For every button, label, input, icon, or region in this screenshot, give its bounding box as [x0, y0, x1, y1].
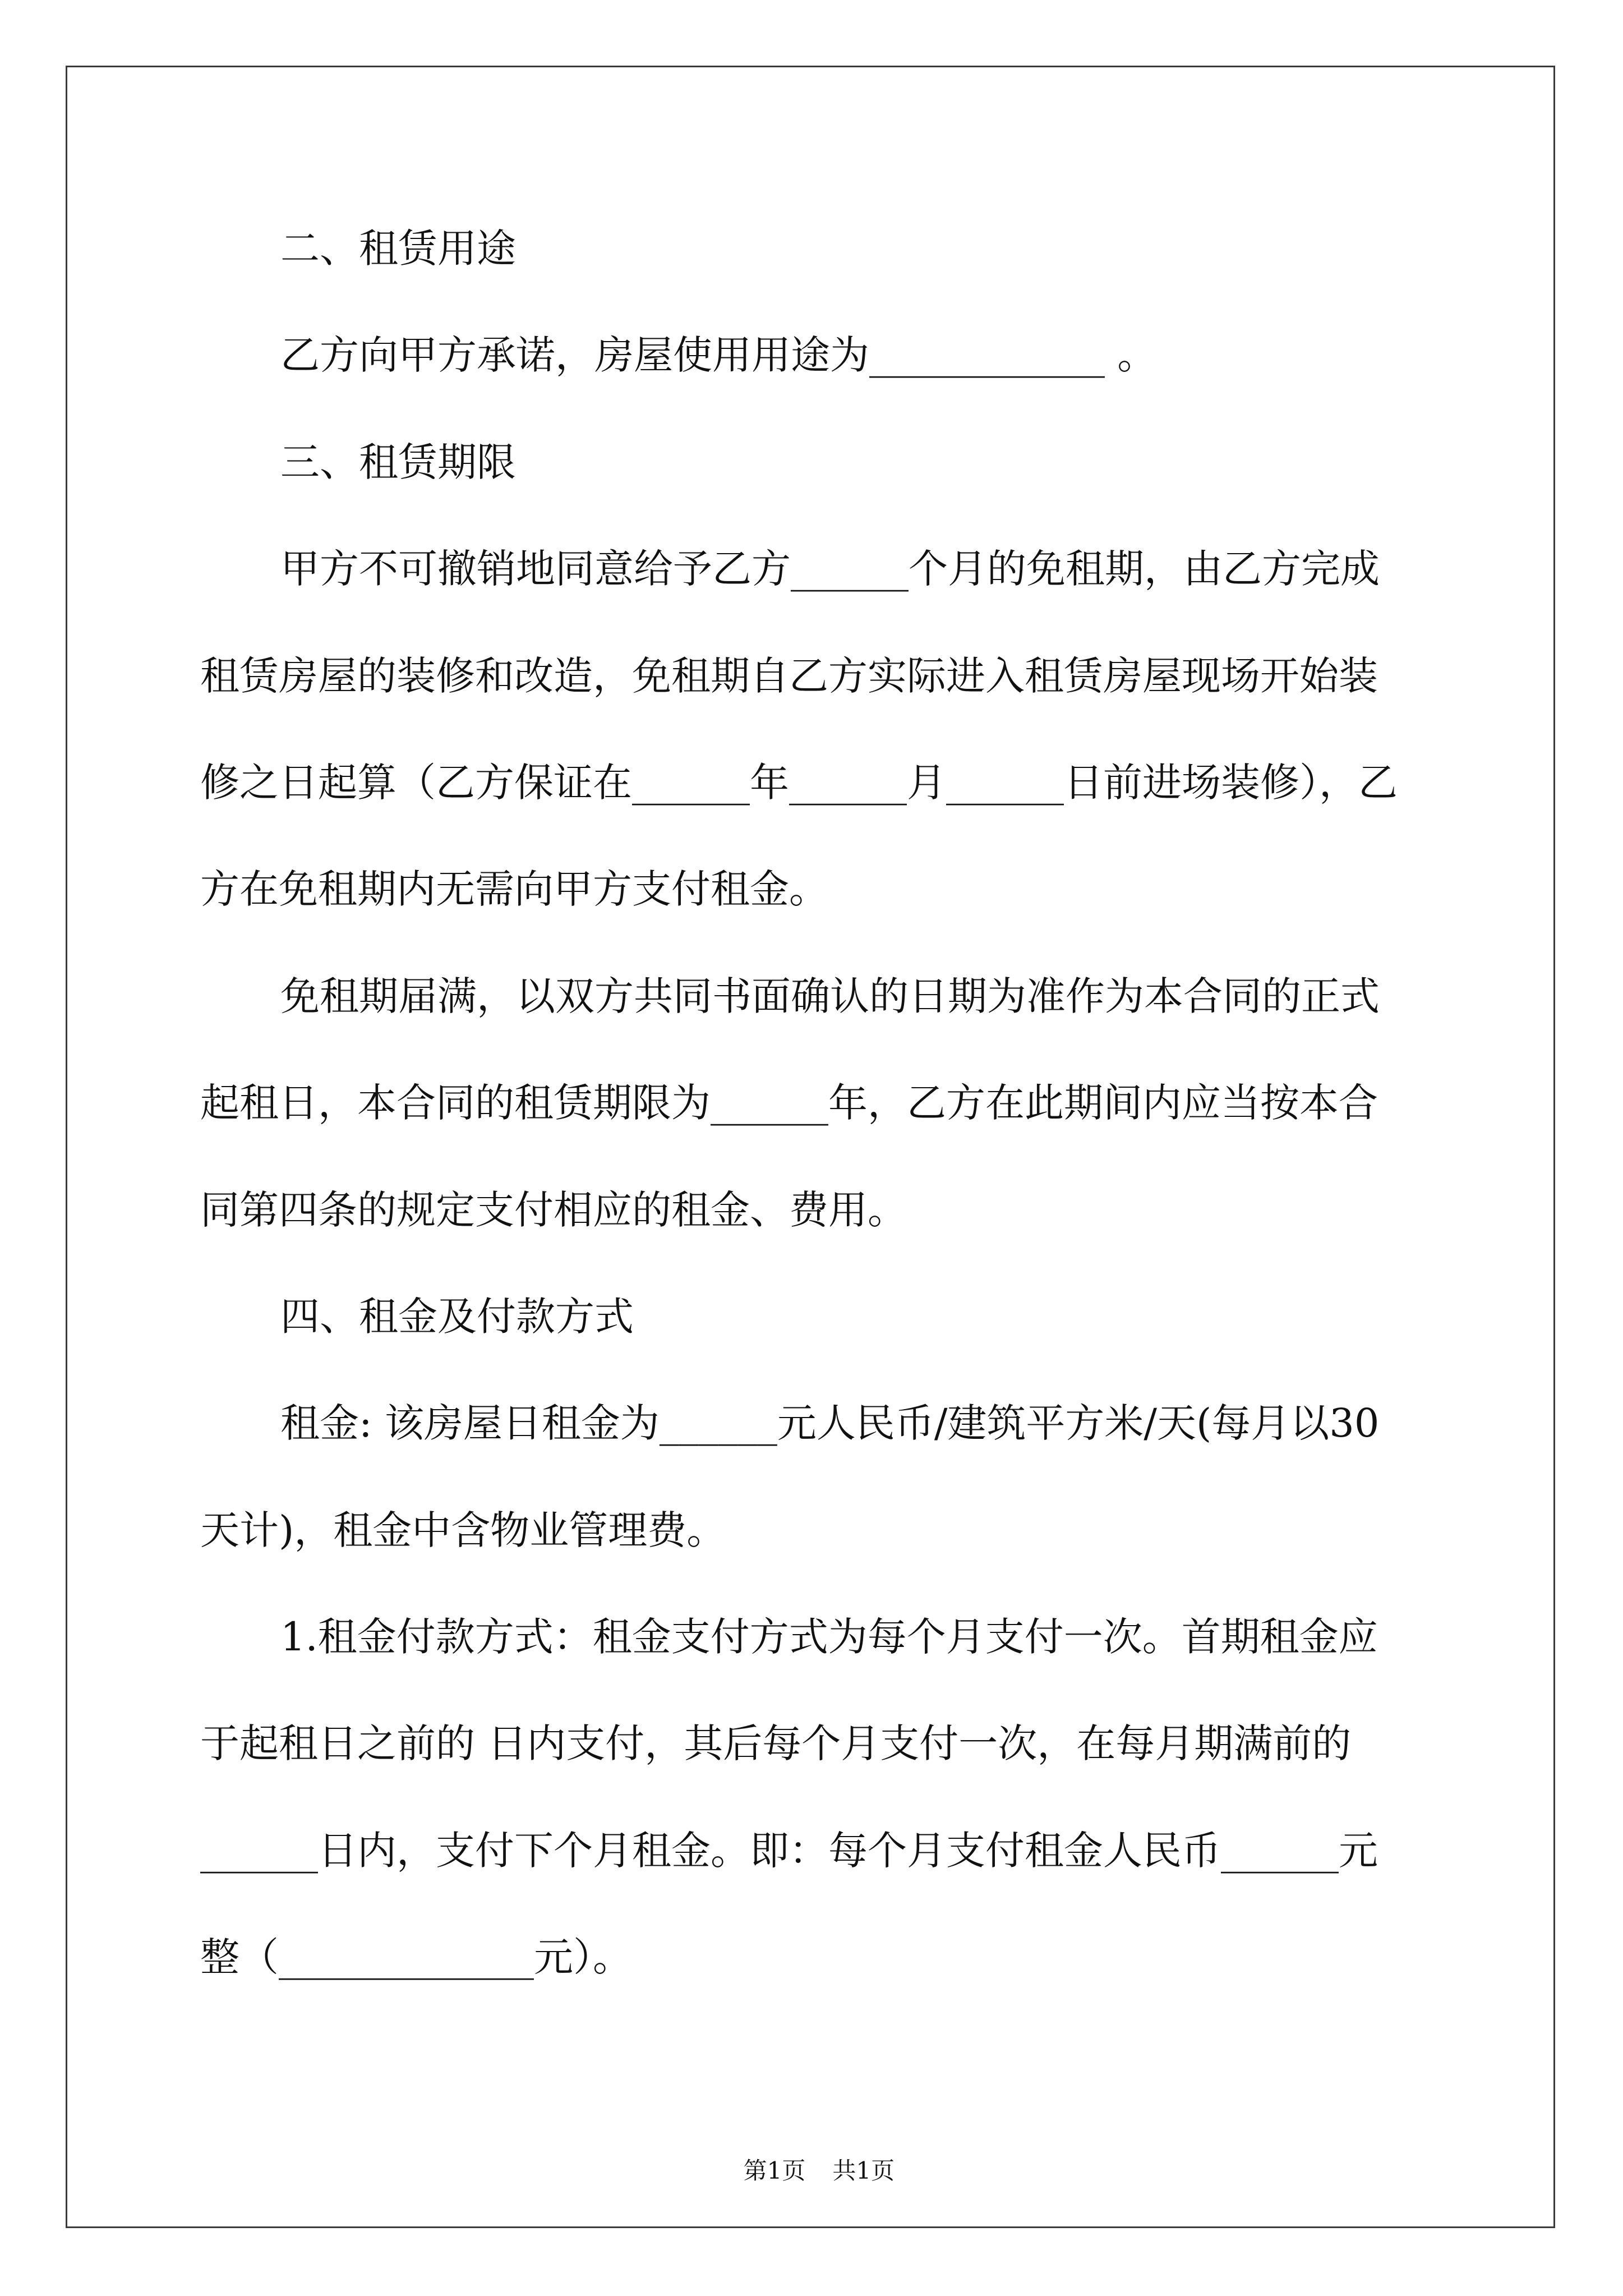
section-heading-usage: 二、租赁用途 — [280, 226, 516, 272]
paragraph-line: 租赁房屋的装修和改造，免租期自乙方实际进入租赁房屋现场开始装 — [200, 652, 1378, 699]
page-footer — [0, 2129, 1623, 2185]
paragraph-line: 于起租日之前的 日内支付，其后每个月支付一次，在每月期满前的 — [200, 1720, 1352, 1767]
paragraph-line: 修之日起算（乙方保证在______年______月______日前进场装修），乙 — [200, 759, 1398, 806]
page-total: 共1页 — [832, 2157, 895, 2184]
paragraph-line: 甲方不可撤销地同意给予乙方______个月的免租期，由乙方完成 — [280, 546, 1380, 592]
paragraph-line: 租金: 该房屋日租金为______元人民币/建筑平方米/天(每月以30 — [280, 1400, 1380, 1447]
page-number: 第1页 — [743, 2157, 806, 2184]
paragraph-line: ______日内，支付下个月租金。即：每个月支付租金人民币______元 — [200, 1827, 1378, 1874]
paragraph-line: 同第四条的规定支付相应的租金、费用。 — [200, 1186, 907, 1233]
section-heading-rent: 四、租金及付款方式 — [280, 1293, 634, 1340]
paragraph-line: 整（_____________元）。 — [200, 1934, 632, 1981]
paragraph-line: 起租日，本合同的租赁期限为______年，乙方在此期间内应当按本合 — [200, 1080, 1378, 1126]
section-heading-term: 三、租赁期限 — [280, 439, 516, 485]
paragraph-line: 天计)，租金中含物业管理费。 — [200, 1507, 726, 1553]
paragraph-line: 免租期届满，以双方共同书面确认的日期为准作为本合同的正式 — [280, 973, 1380, 1019]
paragraph-line: 方在免租期内无需向甲方支付租金。 — [200, 866, 828, 913]
document-body — [200, 195, 1490, 2011]
paragraph-line: 乙方向甲方承诺，房屋使用用途为____________ 。 — [280, 332, 1157, 379]
paragraph-line: 1.租金付款方式：租金支付方式为每个月支付一次。首期租金应 — [280, 1614, 1378, 1660]
